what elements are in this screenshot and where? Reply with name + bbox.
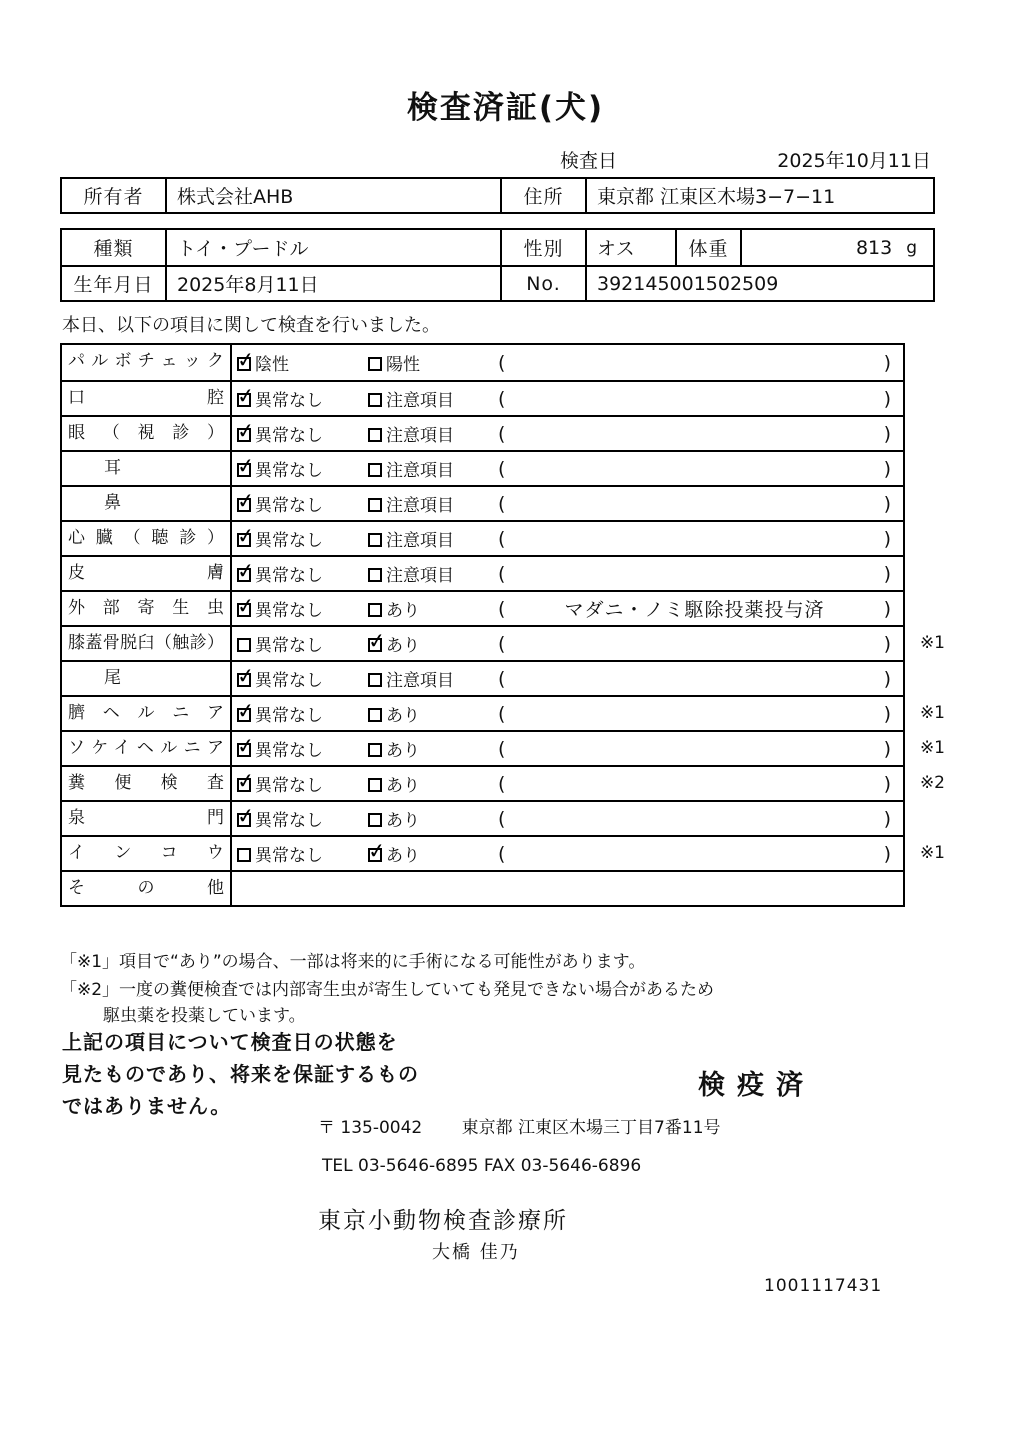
option-label: 注意項目 — [386, 461, 454, 481]
inspection-item-label: 口腔 — [62, 382, 232, 415]
veterinarian-name: 大橋 佳乃 — [432, 1242, 520, 1263]
result-option — [368, 666, 498, 691]
result-option — [232, 491, 368, 516]
checkbox-unchecked-icon — [368, 603, 382, 617]
disclaimer-statement — [62, 1026, 419, 1122]
footnote-marker: ※1 — [919, 703, 945, 723]
result-option — [232, 666, 368, 691]
option-label: 異常なし — [255, 426, 323, 446]
inspection-item-content — [232, 487, 903, 520]
checkbox-checked-icon — [368, 638, 382, 652]
option-label: 注意項目 — [386, 391, 454, 411]
inspection-item-label: 外部寄生虫 — [62, 592, 232, 625]
remarks-field — [498, 808, 903, 830]
address-value: 東京都 江東区木場3−7−11 — [597, 186, 836, 208]
checkbox-unchecked-icon — [237, 848, 251, 862]
paren-open: ( — [498, 422, 506, 445]
inspection-rows — [62, 345, 945, 905]
remarks-field — [498, 843, 903, 865]
option-label: 異常なし — [255, 531, 323, 551]
checkbox-unchecked-icon — [368, 813, 382, 827]
inspection-item-content — [232, 697, 903, 730]
checkbox-unchecked-icon — [237, 638, 251, 652]
result-option — [368, 386, 498, 411]
checkbox-checked-icon — [237, 357, 251, 371]
footnote-marker: ※1 — [919, 633, 945, 653]
checkbox-unchecked-icon — [368, 357, 382, 371]
inspection-item-content — [232, 872, 903, 905]
paren-open: ( — [498, 457, 506, 480]
option-label: 注意項目 — [386, 566, 454, 586]
option-label: 異常なし — [255, 671, 323, 691]
result-option — [232, 631, 368, 656]
weight-unit: g — [906, 237, 917, 258]
inspection-item-content — [232, 767, 903, 800]
option-label: 異常なし — [255, 496, 323, 516]
paren-open: ( — [498, 702, 506, 725]
inspection-table — [60, 343, 945, 907]
inspection-item-content — [232, 592, 903, 625]
document-number: 1001117431 — [764, 1276, 883, 1296]
pet-row-1 — [62, 230, 933, 265]
paren-close: ) — [883, 702, 891, 725]
paren-close: ) — [883, 562, 891, 585]
option-label: あり — [386, 741, 420, 761]
footnote-marker: ※1 — [919, 843, 945, 863]
paren-close: ) — [883, 597, 891, 620]
inspection-item-label: パルボチェック — [62, 345, 232, 380]
weight-label: 体重 — [677, 230, 742, 265]
inspection-date-row — [60, 146, 935, 173]
inspection-row — [62, 380, 903, 415]
paren-close: ) — [883, 492, 891, 515]
checkbox-unchecked-icon — [368, 743, 382, 757]
checkbox-unchecked-icon — [368, 708, 382, 722]
paren-open: ( — [498, 842, 506, 865]
inspection-item-content — [232, 522, 903, 555]
footnote-marker: ※1 — [919, 738, 945, 758]
checkbox-checked-icon — [237, 393, 251, 407]
result-option — [368, 701, 498, 726]
inspection-row — [62, 660, 903, 695]
no-label: No. — [502, 267, 587, 300]
option-label: あり — [386, 811, 420, 831]
paren-open: ( — [498, 807, 506, 830]
inspection-item-content — [232, 382, 903, 415]
inspection-row — [62, 765, 945, 800]
option-label: あり — [386, 706, 420, 726]
checkbox-checked-icon — [237, 428, 251, 442]
checkbox-checked-icon — [237, 568, 251, 582]
result-option — [232, 841, 368, 866]
result-option — [232, 386, 368, 411]
option-label: 異常なし — [255, 706, 323, 726]
result-option — [232, 350, 368, 375]
checkbox-checked-icon — [237, 463, 251, 477]
result-option — [368, 806, 498, 831]
disclaimer-line-3: ではありません。 — [62, 1094, 232, 1118]
checkbox-unchecked-icon — [368, 778, 382, 792]
checkbox-checked-icon — [237, 813, 251, 827]
result-option — [232, 736, 368, 761]
paren-open: ( — [498, 562, 506, 585]
inspection-row — [62, 730, 945, 765]
inspection-item-content — [232, 627, 903, 660]
intro-text: 本日、以下の項目に関して検査を行いました。 — [62, 315, 440, 336]
paren-open: ( — [498, 351, 506, 374]
checkbox-unchecked-icon — [368, 533, 382, 547]
option-label: 異常なし — [255, 846, 323, 866]
remarks-field — [498, 458, 903, 480]
paren-open: ( — [498, 597, 506, 620]
clinic-phone-line: TEL 03-5646-6895 FAX 03-5646-6896 — [322, 1156, 642, 1176]
option-label: 陰性 — [255, 355, 289, 375]
inspection-item-label: 臍ヘルニア — [62, 697, 232, 730]
no-value: 392145001502509 — [597, 272, 779, 295]
option-label: あり — [386, 776, 420, 796]
result-option — [368, 771, 498, 796]
checkbox-checked-icon — [368, 848, 382, 862]
result-option — [232, 701, 368, 726]
inspection-row — [62, 695, 945, 730]
clinic-address-line — [318, 1113, 721, 1138]
inspection-row — [62, 870, 903, 905]
inspection-item-label: ソケイヘルニア — [62, 732, 232, 765]
paren-open: ( — [498, 772, 506, 795]
option-label: 異常なし — [255, 776, 323, 796]
inspection-row — [62, 555, 903, 590]
paren-open: ( — [498, 667, 506, 690]
remarks-field — [498, 528, 903, 550]
result-option — [232, 421, 368, 446]
remarks-field — [498, 633, 903, 655]
quarantine-stamp: 検疫済 — [698, 1070, 815, 1101]
paren-close: ) — [883, 667, 891, 690]
disclaimer-line-2: 見たものであり、将来を保証するもの — [62, 1062, 419, 1086]
paren-close: ) — [883, 527, 891, 550]
clinic-name: 東京小動物検査診療所 — [318, 1208, 568, 1234]
owner-row — [62, 179, 933, 212]
option-label: 陽性 — [386, 355, 420, 375]
inspection-row — [62, 485, 903, 520]
paren-open: ( — [498, 492, 506, 515]
disclaimer-line-1: 上記の項目について検査日の状態を — [62, 1030, 398, 1054]
result-option — [368, 736, 498, 761]
remarks-field — [498, 423, 903, 445]
inspection-row — [62, 625, 945, 660]
inspection-row — [62, 415, 903, 450]
checkbox-checked-icon — [237, 708, 251, 722]
inspection-item-label: 耳 — [62, 452, 232, 485]
inspection-item-content — [232, 557, 903, 590]
inspection-item-label: 心臓（聴診） — [62, 522, 232, 555]
sex-value: オス — [587, 230, 677, 265]
checkbox-unchecked-icon — [368, 393, 382, 407]
option-label: 注意項目 — [386, 531, 454, 551]
inspection-item-content — [232, 802, 903, 835]
option-label: 異常なし — [255, 566, 323, 586]
option-label: 異常なし — [255, 601, 323, 621]
footnote-1: 「※1」項目で“あり”の場合、一部は将来的に手術になる可能性があります。 — [60, 952, 646, 972]
checkbox-unchecked-icon — [368, 673, 382, 687]
remark-text: マダニ・ノミ駆除投薬投与済 — [564, 599, 825, 621]
option-label: 異常なし — [255, 391, 323, 411]
pet-table — [60, 228, 935, 302]
clinic-address: 東京都 江東区木場三丁目7番11号 — [461, 1118, 721, 1138]
checkbox-checked-icon — [237, 743, 251, 757]
sex-label: 性別 — [502, 230, 587, 265]
address-label: 住所 — [502, 179, 587, 212]
owner-table — [60, 177, 935, 214]
result-option — [368, 456, 498, 481]
result-option — [368, 596, 498, 621]
option-label: 注意項目 — [386, 496, 454, 516]
result-option — [368, 421, 498, 446]
checkbox-unchecked-icon — [368, 498, 382, 512]
weight-value — [742, 230, 933, 265]
remarks-field — [498, 595, 903, 622]
paren-close: ) — [883, 737, 891, 760]
remarks-field — [498, 563, 903, 585]
result-option — [232, 561, 368, 586]
inspection-item-label: 泉門 — [62, 802, 232, 835]
owner-label: 所有者 — [62, 179, 167, 212]
paren-close: ) — [883, 351, 891, 374]
breed-label: 種類 — [62, 230, 167, 265]
paren-open: ( — [498, 632, 506, 655]
inspection-row — [62, 450, 903, 485]
footnote-marker: ※2 — [919, 773, 945, 793]
checkbox-unchecked-icon — [368, 463, 382, 477]
inspection-item-label: 尾 — [62, 662, 232, 695]
inspection-item-label: 鼻 — [62, 487, 232, 520]
result-option — [368, 561, 498, 586]
weight-number: 813 — [855, 236, 893, 259]
clinic-postal-code: 〒 135-0042 — [318, 1118, 423, 1138]
inspection-row — [62, 590, 903, 625]
option-label: 異常なし — [255, 741, 323, 761]
inspection-date-label: 検査日 — [560, 150, 618, 172]
paren-close: ) — [883, 772, 891, 795]
option-label: あり — [386, 601, 420, 621]
option-label: あり — [386, 846, 420, 866]
remarks-field — [498, 738, 903, 760]
inspection-item-label: 膝蓋骨脱臼（触診） — [62, 627, 232, 660]
paren-close: ) — [883, 457, 891, 480]
inspection-item-label: 糞便検査 — [62, 767, 232, 800]
paren-close: ) — [883, 632, 891, 655]
inspection-item-content — [232, 417, 903, 450]
checkbox-checked-icon — [237, 603, 251, 617]
result-option — [232, 806, 368, 831]
inspection-date-value: 2025年10月11日 — [777, 150, 931, 172]
remarks-field — [498, 352, 903, 374]
inspection-item-content — [232, 345, 903, 380]
result-option — [368, 841, 498, 866]
option-label: あり — [386, 636, 420, 656]
remarks-field — [498, 668, 903, 690]
checkbox-checked-icon — [237, 533, 251, 547]
pet-row-2 — [62, 265, 933, 300]
inspection-item-content — [232, 662, 903, 695]
option-label: 異常なし — [255, 636, 323, 656]
result-option — [232, 456, 368, 481]
paren-close: ) — [883, 422, 891, 445]
checkbox-checked-icon — [237, 778, 251, 792]
paren-open: ( — [498, 737, 506, 760]
option-label: 異常なし — [255, 461, 323, 481]
option-label: 注意項目 — [386, 426, 454, 446]
paren-open: ( — [498, 387, 506, 410]
result-option — [368, 491, 498, 516]
footnote-2-line-2: 駆虫薬を投薬しています。 — [103, 1006, 306, 1026]
remarks-field — [498, 388, 903, 410]
footnote-2-line-1: 「※2」一度の糞便検査では内部寄生虫が寄生していても発見できない場合があるため — [60, 980, 715, 1000]
inspection-item-content — [232, 732, 903, 765]
page-title: 検査済証(犬) — [406, 90, 605, 126]
inspection-item-content — [232, 837, 903, 870]
remarks-field — [498, 773, 903, 795]
paren-close: ) — [883, 387, 891, 410]
checkbox-unchecked-icon — [368, 568, 382, 582]
result-option — [368, 350, 498, 375]
result-option — [232, 526, 368, 551]
inspection-item-label: その他 — [62, 872, 232, 905]
checkbox-checked-icon — [237, 498, 251, 512]
checkbox-checked-icon — [237, 673, 251, 687]
result-option — [232, 596, 368, 621]
inspection-item-label: 皮膚 — [62, 557, 232, 590]
inspection-item-content — [232, 452, 903, 485]
inspection-item-label: 眼（視診） — [62, 417, 232, 450]
result-option — [368, 526, 498, 551]
checkbox-unchecked-icon — [368, 428, 382, 442]
paren-close: ) — [883, 842, 891, 865]
owner-value: 株式会社AHB — [167, 179, 502, 212]
paren-close: ) — [883, 807, 891, 830]
result-option — [232, 771, 368, 796]
result-option — [368, 631, 498, 656]
inspection-item-label: インコウ — [62, 837, 232, 870]
inspection-row — [62, 520, 903, 555]
remarks-field — [498, 493, 903, 515]
paren-open: ( — [498, 527, 506, 550]
birthdate-label: 生年月日 — [62, 267, 167, 300]
inspection-row — [62, 345, 903, 380]
breed-value: トイ・プードル — [167, 230, 502, 265]
inspection-row — [62, 835, 945, 870]
remarks-field — [498, 703, 903, 725]
option-label: 注意項目 — [386, 671, 454, 691]
option-label: 異常なし — [255, 811, 323, 831]
birthdate-value: 2025年8月11日 — [167, 267, 502, 300]
inspection-row — [62, 800, 903, 835]
